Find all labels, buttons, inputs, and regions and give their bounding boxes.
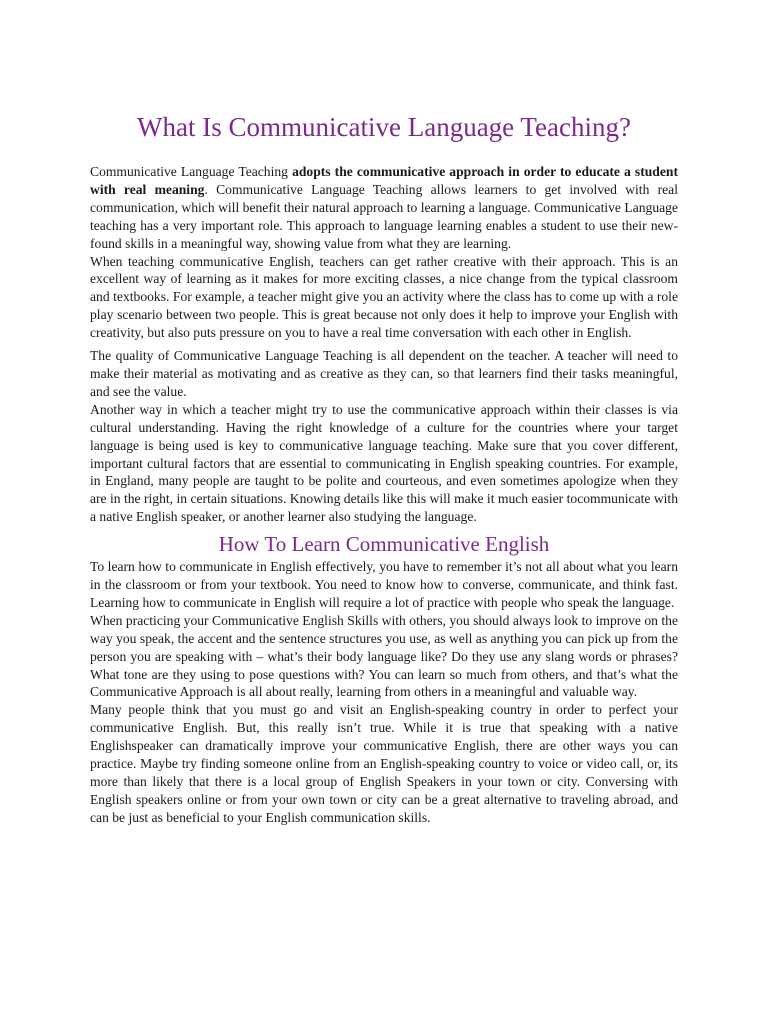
intro-lead-text: Communicative Language Teaching xyxy=(90,164,293,179)
page-title: What Is Communicative Language Teaching? xyxy=(137,112,631,142)
body-paragraph: When practicing your Communicative English Skills with others, you should always look to improve on the way you speak, the accent and the sentence structures you use, as well as anything you can pick up from the person you are speaking with – what’s their body language like? Do they use any slang words or phrases? What tone are they using to pose questions with? You can learn so much from others, and that’s what the Communicative Approach is all about really, learning from others in a meaningful and valuable way. xyxy=(90,612,678,700)
intro-rest-text: . Communicative Language Teaching allows learners to get involved with real communication, which will benefit their natural approach to learning a language. Communicative Language teaching has a very important role. This approach to language learning enables a student to use their new-found skills in a meaningful way, showing value from what they are learning. xyxy=(90,181,678,251)
body-paragraph: The quality of Communicative Language Teaching is all dependent on the teacher. A teacher will need to make their material as motivating and as creative as they can, so that learners find their tasks meaningful, and see the value. xyxy=(90,348,678,399)
body-paragraph: To learn how to communicate in English effectively, you have to remember it’s not all about what you learn in the classroom or from your textbook. You need to know how to converse, communicate, and think fast. Learning how to communicate in English will require a lot of practice with people who speak the language. xyxy=(90,559,678,610)
document-body xyxy=(90,108,678,827)
section-heading: How To Learn Communicative English xyxy=(218,532,550,557)
body-paragraph: When teaching communicative English, teachers can get rather creative with their approach. This is an excellent way of learning as it makes for more exciting classes, a nice change from the typical classroom and textbooks. For example, a teacher might give you an activity where the class has to come up with a role play scenario between two people. This is great because not only does it help to improve your English with creativity, but also puts pressure on you to have a real time conversation with each other in English. xyxy=(90,253,678,341)
intro-paragraph xyxy=(90,163,678,253)
body-paragraph: Many people think that you must go and visit an English-speaking country in order to perfect your communicative English. But, this really isn’t true. While it is true that speaking with a native Englishspeaker can dramatically improve your communicative English, there are other ways you can practice. Maybe try finding someone online from an English-speaking country to voice or video call, or, its more than likely that there is a local group of English Speakers in your town or city. Conversing with English speakers online or from your own town or city can be a great alternative to traveling abroad, and can be just as beneficial to your English communication skills. xyxy=(90,702,678,825)
intro-bold-text: adopts the communicative approach in order to educate a student with real meaning xyxy=(90,164,678,197)
body-paragraph: Another way in which a teacher might try to use the communicative approach within their classes is via cultural understanding. Having the right knowledge of a culture for the countries where your target language is being used is key to communicative language teaching. Make sure that you cover different, important cultural factors that are essential to communicating in English speaking countries. For example, in England, many people are taught to be polite and courteous, and even sometimes apologize when they are in the right, in certain situations. Knowing details like this will make it much easier tocommunicate with a native English speaker, or another learner also studying the language. xyxy=(90,401,678,525)
